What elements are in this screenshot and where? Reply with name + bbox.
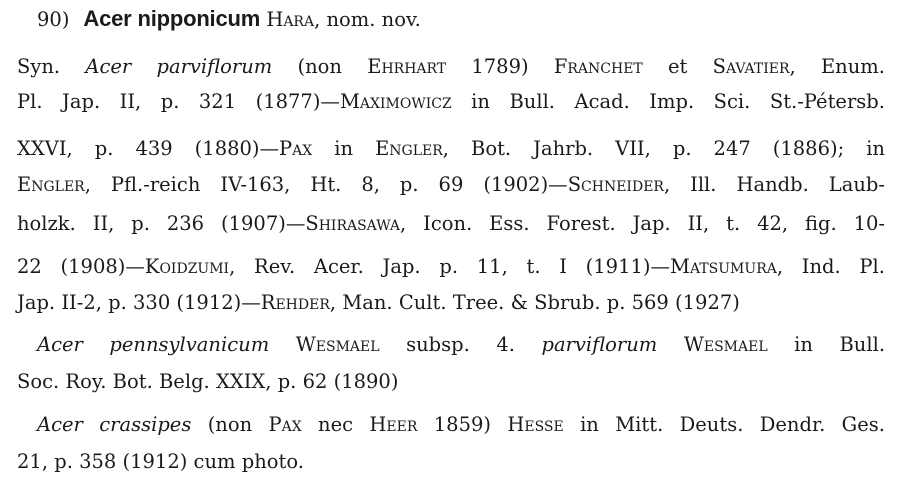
text-run: holzk. II, p. 236 (1907)— [17, 212, 306, 235]
text-run: , Bot. Jahrb. VII, p. 247 (1886); in [442, 137, 885, 160]
author-name: Pax [279, 137, 313, 160]
text-run: subsp. 4. [379, 333, 542, 356]
synonym-line-1 [17, 55, 885, 79]
syn-label: Syn. [17, 55, 86, 78]
synonym-line-6 [17, 255, 885, 279]
synonym-name: Acer crassipes [37, 413, 192, 436]
text-run: et [642, 55, 713, 78]
text-run: , Ill. Handb. Laub- [663, 173, 885, 196]
synonym-line-11 [17, 450, 304, 474]
text-run: , Enum. [789, 55, 885, 78]
text-run: Soc. Roy. Bot. Belg. XXIX, p. 62 (1890) [17, 370, 399, 393]
author-name: Schneider [567, 173, 664, 196]
text-run: (non [272, 55, 368, 78]
synonym-line-7 [17, 291, 740, 315]
author-name: Franchet [553, 55, 643, 78]
text-run: , Pfl.-reich IV-163, Ht. 8, p. 69 (1902)— [84, 173, 568, 196]
text-run: in Mitt. Deuts. Dendr. Ges. [563, 413, 885, 436]
author-name: Savatier [712, 55, 790, 78]
author-name: Engler [375, 137, 443, 160]
synonym-line-2 [17, 90, 885, 114]
entry-status: , nom. nov. [314, 8, 421, 31]
author-name: Ehrhart [367, 55, 447, 78]
entry-name: Acer nipponicum [83, 6, 261, 31]
author-name: Shirasawa [305, 212, 401, 235]
text-run: XXVI, p. 439 (1880)— [17, 137, 280, 160]
text-run: 21, p. 358 (1912) cum photo. [17, 450, 304, 473]
synonym-line-8 [37, 333, 885, 357]
text-run [657, 333, 684, 356]
text-run: Jap. II-2, p. 330 (1912)— [17, 291, 261, 314]
entry-number: 90) [37, 8, 70, 31]
text-run: in [312, 137, 376, 160]
author-name: Koidzumi [144, 255, 230, 278]
text-run: 1789) [446, 55, 554, 78]
author-name: Maximowicz [339, 90, 452, 113]
author-name: Heer [369, 413, 418, 436]
text-run: nec [301, 413, 370, 436]
synonym-name: parviflorum [541, 333, 658, 356]
author-name: Pax [268, 413, 302, 436]
text-run: , Icon. Ess. Forest. Jap. II, t. 42, fig. 10- [400, 212, 886, 235]
author-name: Hesse [507, 413, 564, 436]
author-name: Rehder [260, 291, 330, 314]
author-name: Engler [17, 173, 85, 196]
author-name: Wesmael [683, 333, 768, 356]
text-run [269, 333, 296, 356]
text-run: 22 (1908)— [17, 255, 145, 278]
synonym-line-10 [37, 413, 885, 437]
text-run: , Man. Cult. Tree. & Sbrub. p. 569 (1927) [329, 291, 740, 314]
entry-author: Hara [266, 8, 315, 31]
entry-heading [37, 7, 421, 32]
text-run: , Rev. Acer. Jap. p. 11, t. I (1911)— [229, 255, 671, 278]
text-run: (non [191, 413, 269, 436]
text-run: in Bull. [767, 333, 886, 356]
synonym-line-4 [17, 173, 885, 197]
author-name: Matsumura [670, 255, 777, 278]
synonym-line-9 [17, 370, 398, 394]
text-run: 1859) [417, 413, 508, 436]
text-run: , Ind. Pl. [776, 255, 885, 278]
synonym-name: Acer parviflorum [85, 55, 273, 78]
synonym-line-5 [17, 212, 885, 236]
synonym-line-3 [17, 137, 885, 161]
author-name: Wesmael [295, 333, 380, 356]
text-run: Pl. Jap. II, p. 321 (1877)— [17, 90, 340, 113]
synonym-name: Acer pennsylvanicum [37, 333, 270, 356]
text-run: in Bull. Acad. Imp. Sci. St.-Pétersb. [451, 90, 885, 113]
